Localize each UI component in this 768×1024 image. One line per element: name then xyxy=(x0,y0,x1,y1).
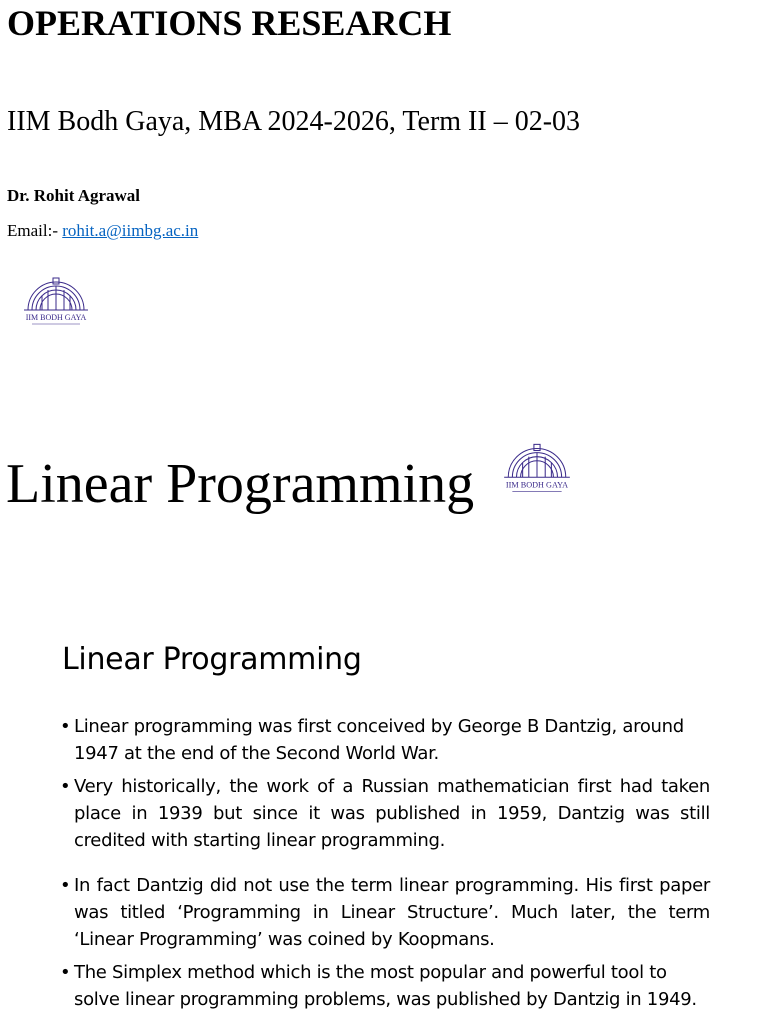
email-line xyxy=(7,221,198,241)
list-item: • Very historically, the work of a Russian mathematician first had taken place in 1939 but since it was published in 1959, Dantzig was still credited with starting linear programming. xyxy=(60,773,710,854)
list-item: • The Simplex method which is the most popular and powerful tool to solve linear programming problems, was published by Dantzig in 1949. xyxy=(60,959,710,1013)
slide-heading: Linear Programming xyxy=(62,642,362,677)
section-title: Linear Programming xyxy=(6,453,475,515)
author-name: Dr. Rohit Agrawal xyxy=(7,186,141,205)
list-item: • In fact Dantzig did not use the term linear programming. His first paper was titled ‘Programming in Linear Structure’. Much later, the term ‘Linear Programming’ was coined by Koopmans. xyxy=(60,872,710,953)
document-title: OPERATIONS RESEARCH xyxy=(7,3,452,43)
list-item: • Linear programming was first conceived by George B Dantzig, around 1947 at the end of the Second World War. xyxy=(60,713,710,767)
bullet-list xyxy=(60,713,710,1013)
iim-bodh-gaya-logo-2 xyxy=(498,442,576,496)
iim-bodh-gaya-logo xyxy=(18,276,94,328)
course-subtitle: IIM Bodh Gaya, MBA 2024-2026, Term II – 02-03 xyxy=(7,106,581,137)
email-link[interactable]: rohit.a@iimbg.ac.in xyxy=(62,221,199,240)
logo-lettering: IIM BODH GAYA xyxy=(25,313,87,322)
logo-lettering: IIM BODH GAYA xyxy=(505,480,569,490)
email-label: Email:- xyxy=(7,221,63,240)
